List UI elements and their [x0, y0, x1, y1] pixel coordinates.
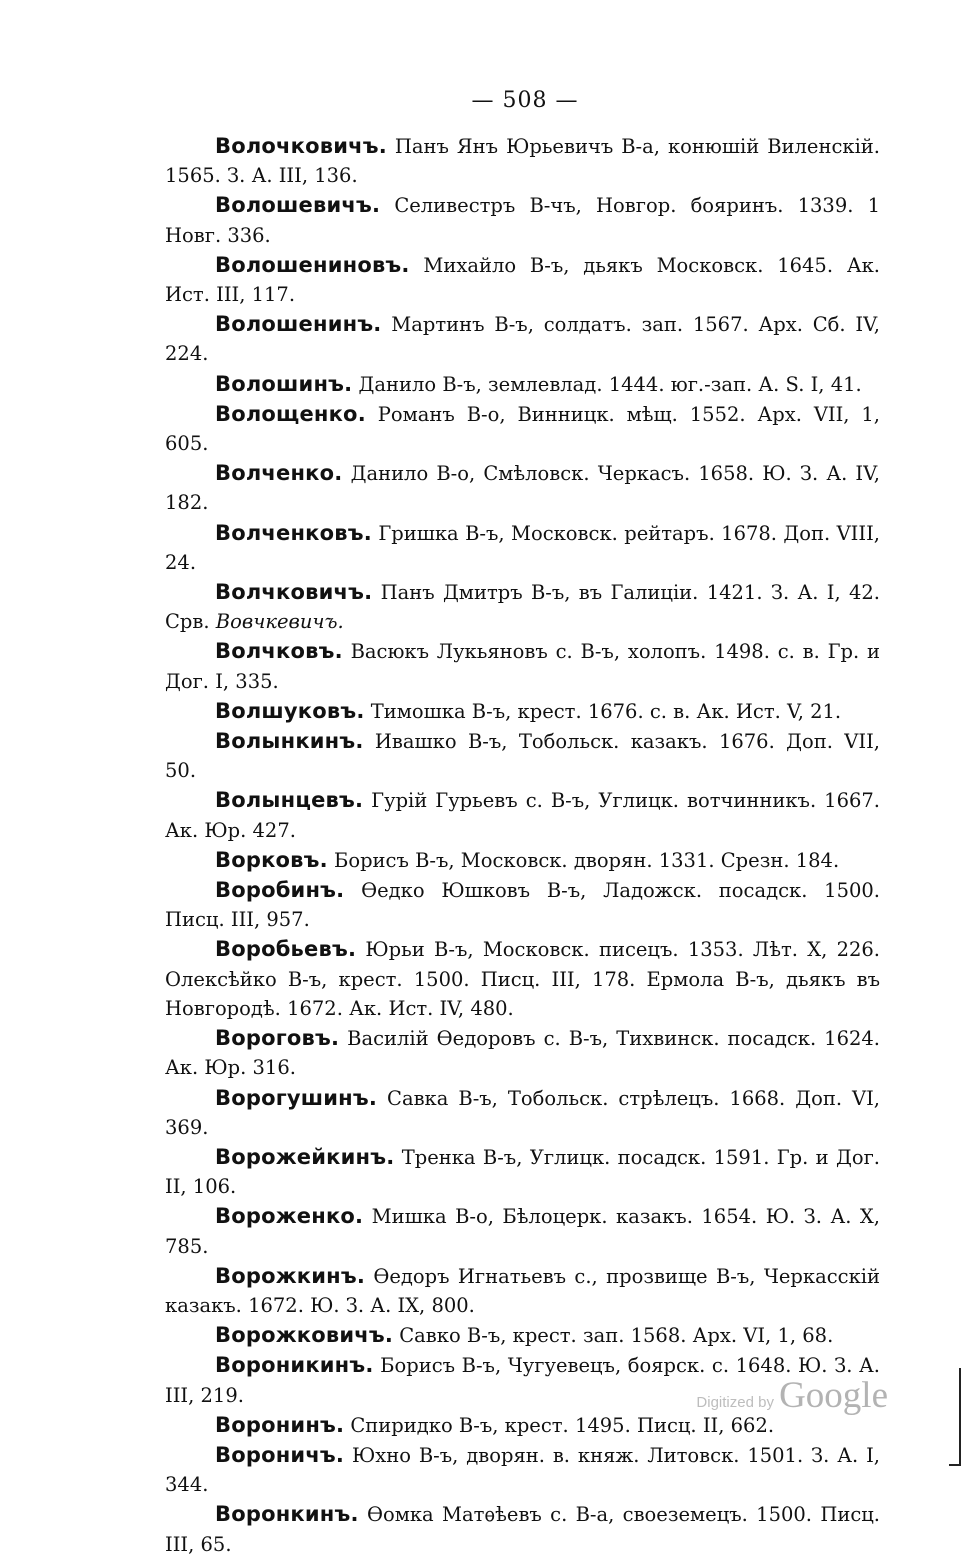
scan-edge-line	[959, 1368, 961, 1466]
dictionary-entry	[165, 727, 880, 785]
entry-text: Романъ В-о, Винницк. мѣщ. 1552. Арх. VII, 1, 605.	[165, 402, 880, 456]
dictionary-entry	[165, 846, 880, 875]
entry-text: Панъ Янъ Юрьевичъ В-а, конюшій Виленскій. 1565. З. А. III, 136.	[165, 135, 880, 188]
dictionary-entry	[165, 370, 880, 399]
entry-surname: Вороничъ.	[215, 1442, 345, 1467]
entry-surname: Ворожейкинъ.	[215, 1144, 395, 1169]
entry-surname: Волчковъ.	[215, 639, 343, 664]
entry-text: Гришка В-ъ, Московск. рейтаръ. 1678. Доп. VIII, 24.	[165, 521, 880, 574]
entry-surname: Воробинъ.	[215, 878, 345, 903]
page-number: — 508 —	[471, 88, 579, 113]
entry-surname: Волощенко.	[215, 401, 366, 426]
entry-text: Селивестръ В-чъ, Новгор. бояринъ. 1339. 1 Новг. 336.	[165, 194, 880, 247]
dictionary-entry	[165, 132, 880, 190]
entry-text: Савка В-ъ, Тобольск. стрѣлецъ. 1668. Доп. VI, 369.	[165, 1086, 880, 1139]
dictionary-entry	[165, 1202, 880, 1260]
digitized-watermark	[696, 1374, 888, 1417]
entry-surname: Волынцевъ.	[215, 788, 364, 813]
entry-text: Мартинъ В-ъ, солдатъ. зап. 1567. Арх. Сб. IV, 224.	[165, 313, 880, 366]
dictionary-entry	[165, 191, 880, 249]
dictionary-entry	[165, 251, 880, 309]
entry-surname: Вороникинъ.	[215, 1353, 374, 1378]
entry-surname: Волошинъ.	[215, 371, 353, 396]
entry-text: Юхно В-ъ, дворян. в. княж. Литовск. 1501. З. А. I, 344.	[165, 1443, 880, 1497]
entry-surname: Волшуковъ.	[215, 698, 365, 723]
dictionary-entry	[165, 1262, 880, 1320]
entry-surname: Волошевичъ.	[215, 193, 381, 218]
dictionary-entry	[165, 935, 880, 1023]
entry-text: Юрьи В-ъ, Московск. писецъ. 1353. Лѣт. X, 226. Олексѣйко В-ъ, крест. 1500. Писц. III, 178. Ермола В-ъ, дьякъ въ Новгородѣ. 1672. Ак. Ист. IV, 480.	[165, 938, 880, 1020]
dictionary-entry	[165, 519, 880, 577]
entry-text: Мишка В-о, Бѣлоцерк. казакъ. 1654. Ю. З. А. X, 785.	[165, 1205, 880, 1258]
entry-surname: Ворогушинъ.	[215, 1085, 378, 1110]
entry-text: Ѳедко Юшковъ В-ъ, Ладожск. посадск. 1500. Писц. III, 957.	[165, 879, 880, 932]
dictionary-entry	[165, 1500, 880, 1558]
dictionary-entry	[165, 400, 880, 458]
entry-surname: Воронкинъ.	[215, 1502, 359, 1527]
entry-surname: Воробьевъ.	[215, 937, 357, 962]
dictionary-entry	[165, 578, 880, 636]
entry-surname: Вороговъ.	[215, 1026, 340, 1051]
entry-surname: Волченко.	[215, 461, 343, 486]
dictionary-entry	[165, 310, 880, 368]
entry-text: Тимошка В-ъ, крест. 1676. с. в. Ак. Ист. V, 21.	[364, 699, 842, 723]
scan-edge-tick	[949, 1464, 961, 1466]
entry-text: Михайло В-ъ, дьякъ Московск. 1645. Ак. Ист. III, 117.	[165, 253, 880, 307]
dictionary-entry	[165, 786, 880, 844]
entry-surname: Вороженко.	[215, 1204, 364, 1229]
entry-text: Ѳедоръ Игнатьевъ с., прозвище В-ъ, Черкасскій казакъ. 1672. Ю. З. А. IX, 800.	[165, 1264, 880, 1317]
entry-text: Данило В-о, Смѣловск. Черкасъ. 1658. Ю. З. А. IV, 182.	[165, 462, 880, 515]
dictionary-entry	[165, 1321, 880, 1350]
entry-surname: Ворожковичъ.	[215, 1323, 394, 1348]
entry-text: Борисъ В-ъ, Чугуевецъ, боярск. с. 1648. Ю. З. А. III, 219.	[165, 1354, 880, 1407]
entry-text: Васюкъ Лукьяновъ с. В-ъ, холопъ. 1498. с. в. Гр. и Дог. I, 335.	[165, 640, 880, 693]
entry-surname: Волчковичъ.	[215, 580, 373, 605]
entry-text: Ѳомка Матѳѣевъ с. В-а, своеземецъ. 1500. Писц. III, 65.	[165, 1503, 880, 1556]
dictionary-entry	[165, 876, 880, 934]
entry-text: Василій Ѳедоровъ с. В-ъ, Тихвинск. посадск. 1624. Ак. Юр. 316.	[165, 1027, 880, 1080]
google-logo: Google	[779, 1375, 888, 1416]
entry-text: Ивашко В-ъ, Тобольск. казакъ. 1676. Доп. VII, 50.	[165, 730, 880, 783]
entry-see-also: Вовчкевичъ.	[215, 610, 344, 634]
entry-surname: Волченковъ.	[215, 520, 372, 545]
entry-text: Панъ Дмитръ В-ъ, въ Галиціи. 1421. З. А. I, 42. Срв.	[165, 581, 880, 634]
entry-text: Тренка В-ъ, Углицк. посадск. 1591. Гр. и Дог. II, 106.	[165, 1145, 880, 1199]
entry-text: Спиридко В-ъ, крест. 1495. Писц. II, 662.	[344, 1413, 775, 1437]
entry-surname: Волочковичъ.	[215, 134, 387, 158]
dictionary-entry	[165, 1143, 880, 1201]
entry-surname: Ворожкинъ.	[215, 1263, 366, 1288]
dictionary-entry	[165, 1084, 880, 1142]
entry-surname: Ворковъ.	[215, 847, 328, 872]
entry-surname: Волошенинъ.	[215, 312, 382, 337]
dictionary-entry	[165, 637, 880, 695]
entry-text: Савко В-ъ, крест. зап. 1568. Арх. VI, 1, 68.	[393, 1324, 834, 1348]
entry-text: Гурій Гурьевъ с. В-ъ, Углицк. вотчинникъ. 1667. Ак. Юр. 427.	[165, 789, 880, 842]
dictionary-entry	[165, 459, 880, 517]
entry-surname: Волынкинъ.	[215, 729, 364, 754]
dictionary-entry	[165, 1441, 880, 1499]
entry-surname: Воронинъ.	[215, 1412, 345, 1437]
dictionary-entries	[165, 132, 880, 1560]
entry-text: Борисъ В-ъ, Московск. дворян. 1331. Срезн. 184.	[327, 848, 840, 872]
entry-text: Данило В-ъ, землевлад. 1444. юг.-зап. А. S. I, 41.	[352, 372, 862, 396]
dictionary-entry	[165, 697, 880, 726]
digitized-by-label: Digitized by	[696, 1394, 774, 1411]
entry-surname: Волошениновъ.	[215, 252, 410, 277]
dictionary-entry	[165, 1024, 880, 1082]
